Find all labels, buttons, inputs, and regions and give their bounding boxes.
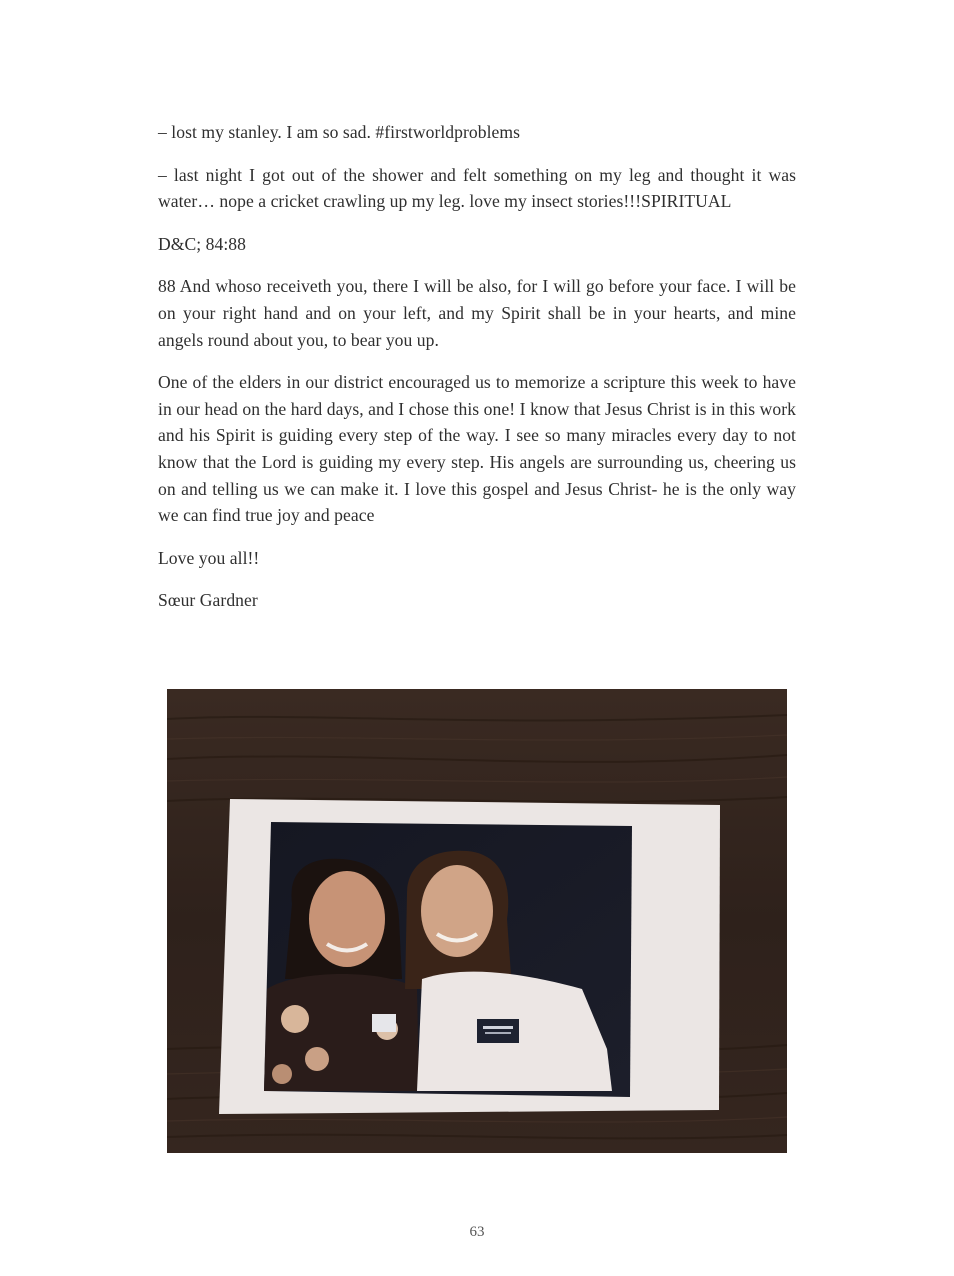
paragraph-cricket: – last night I got out of the shower and felt something on my leg and thought it was water… nope a cricket crawling up my leg. love my insect stories!!!SPIRITUAL [158, 164, 796, 212]
page-number: 63 [469, 1224, 485, 1240]
instant-photo-image [167, 689, 787, 1153]
instant-photo-illustration [167, 689, 787, 1153]
paragraph-testimony: One of the elders in our district encouraged us to memorize a scripture this week to have in our head on the hard days, and I chose this one! I know that Jesus Christ is in this work and his Spirit is guiding every step of the way. I see so many miracles every day to not know that the Lord is guiding my every step. His angels are surrounding us, cheering us on and telling us we can make it. I love this gospel and Jesus Christ- he is the only way we can find true joy and peace [158, 372, 796, 526]
scripture-verse: 88 And whoso receiveth you, there I will be also, for I will go before your face. I will be on your right hand and on your left, and my Spirit shall be in your hearts, and mine angels round about you, to bear you up. [158, 276, 796, 350]
closing-line: Love you all!! [158, 547, 260, 568]
letter-body [158, 119, 796, 630]
paragraph-stanley: – lost my stanley. I am so sad. #firstworldproblems [158, 122, 521, 142]
signature: Sœur Gardner [158, 590, 258, 611]
scripture-reference: D&C; 84:88 [158, 233, 246, 254]
